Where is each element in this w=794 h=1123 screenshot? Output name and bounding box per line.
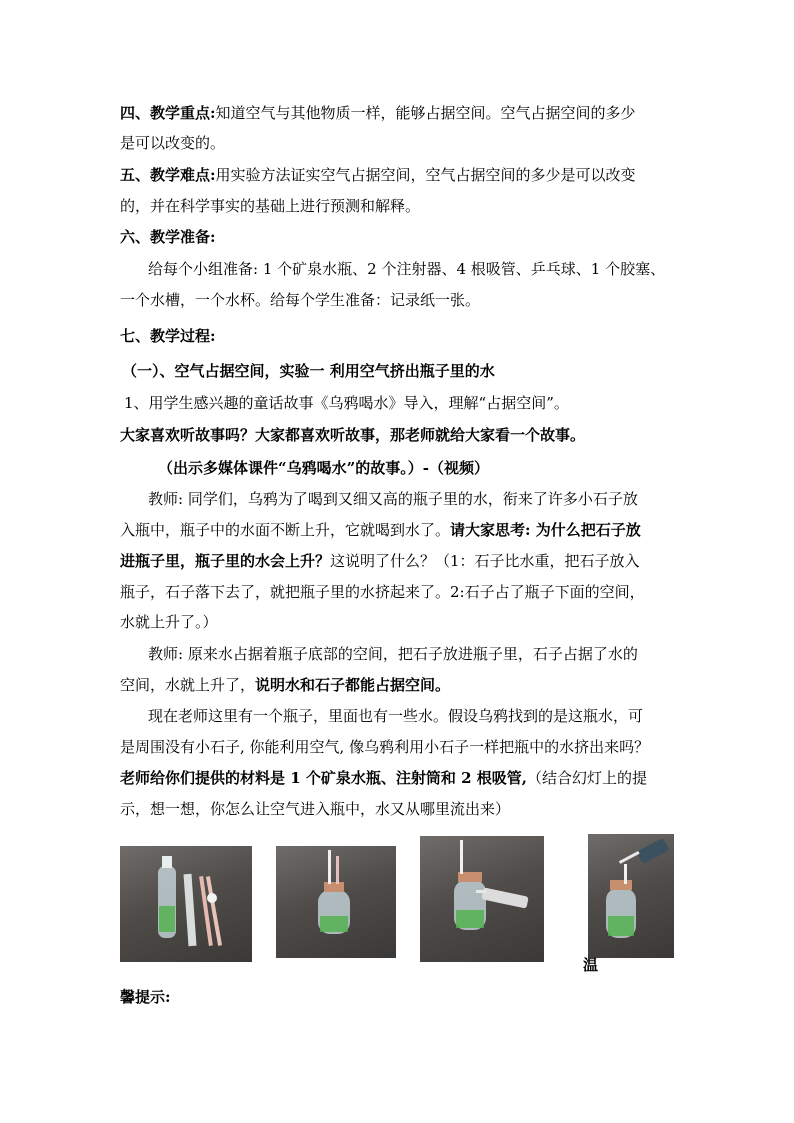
teacher-line-5: 水就上升了。） (120, 613, 218, 631)
teacher-line-4: 瓶子，石子落下去了，就把瓶子里的水挤起来了。2:石子占了瓶子下面的空间， (120, 583, 645, 601)
task-line-1: 现在老师这里有一个瓶子，里面也有一些水。假设乌鸦找到的是这瓶水，可 (148, 707, 644, 725)
video-line: （出示多媒体课件“乌鸦喝水”的故事。）-（视频） (158, 459, 489, 477)
experiment-photo-syringe (420, 836, 544, 962)
story-question-line: 大家喜欢听故事吗？大家都喜欢听故事，那老师就给大家看一个故事。 (120, 426, 586, 444)
preparation-line: 给每个小组准备: 1 个矿泉水瓶、2 个注射器、4 根吸管、乒乓球、1 个胶塞、 (148, 260, 666, 278)
teacher-line-7: 空间，水就上升了，说明水和石子都能占据空间。 (120, 676, 451, 694)
key-point-line-2: 是可以改变的。 (120, 134, 226, 152)
preparation-heading: 六、教学准备: (120, 228, 216, 246)
task-line-2: 是周围没有小石子, 你能利用空气, 像乌鸦利用小石子一样把瓶中的水挤出来吗？ (120, 738, 650, 756)
difficulty-line-2: 的，并在科学事实的基础上进行预测和解释。 (120, 197, 421, 215)
experiment-photo-water-out (588, 834, 674, 958)
experiment-heading: （一）、空气占据空间，实验一 利用空气挤出瓶子里的水 (122, 362, 495, 380)
intro-line: 1、用学生感兴趣的童话故事《乌鸦喝水》导入，理解“占据空间”。 (124, 394, 569, 412)
teacher-line-2: 入瓶中，瓶子中的水面不断上升，它就喝到水了。请大家思考: 为什么把石子放 (120, 521, 641, 539)
preparation-line-2: 一个水槽，一个水杯。给每个学生准备：记录纸一张。 (120, 291, 481, 309)
key-point-line: 四、教学重点:知道空气与其他物质一样，能够占据空间。空气占据空间的多少 (120, 104, 636, 122)
teacher-line-3: 进瓶子里，瓶子里的水会上升？这说明了什么？（1：石子比水重，把石子放入 (120, 552, 640, 570)
tip-label-part1: 温 (583, 956, 599, 974)
teacher-line-6: 教师: 原来水占据着瓶子底部的空间，把石子放进瓶子里，石子占据了水的 (148, 645, 638, 663)
teacher-line-1: 教师: 同学们，乌鸦为了喝到又细又高的瓶子里的水，衔来了许多小石子放 (148, 490, 638, 508)
task-line-3: 老师给你们提供的材料是 1 个矿泉水瓶、注射筒和 2 根吸管,（结合幻灯上的提 (120, 769, 648, 787)
experiment-photo-bottle-straws (276, 846, 396, 958)
task-line-4: 示，想一想，你怎么让空气进入瓶中，水又从哪里流出来） (120, 800, 511, 818)
experiment-photo-materials (120, 846, 252, 962)
process-heading: 七、教学过程: (120, 327, 216, 345)
difficulty-line: 五、教学难点:用实验方法证实空气占据空间，空气占据空间的多少是可以改变 (120, 166, 636, 184)
tip-label-part2: 馨提示: (120, 988, 171, 1006)
